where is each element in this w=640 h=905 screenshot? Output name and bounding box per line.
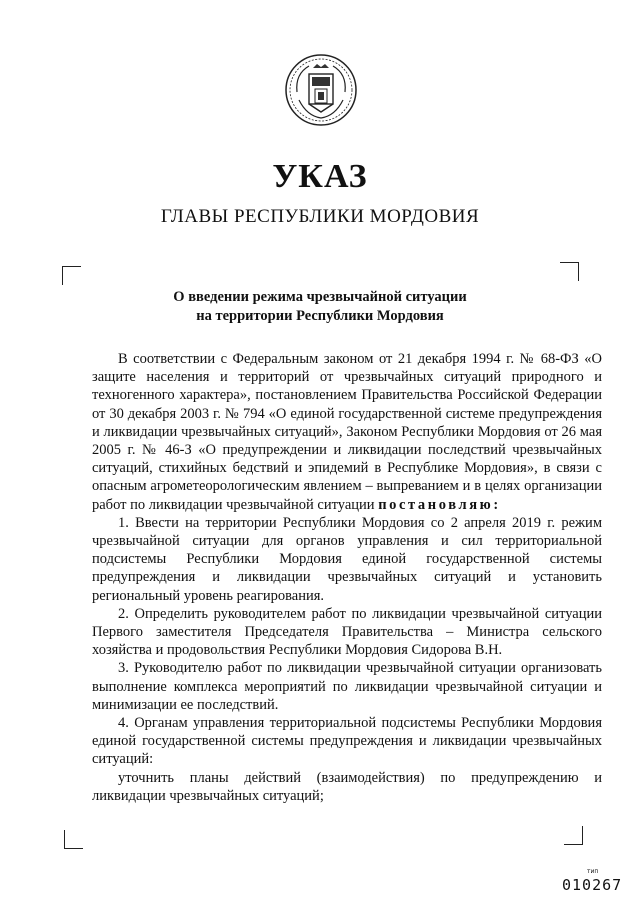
corner-bracket-top-left bbox=[62, 266, 81, 285]
item-3: 3. Руководителю работ по ликвидации чрезвычайной ситуации организовать выполнение комплекса мероприятий по ликвидации чрезвычайной ситуации и минимизации ее последствий. bbox=[92, 660, 602, 713]
heading-line-2: на территории Республики Мордовия bbox=[196, 308, 444, 324]
item-1: 1. Ввести на территории Республики Мордовия со 2 апреля 2019 г. режим чрезвычайной ситуации для органов управления и сил территориальной подсистемы Республики Мордовия единой государственной системы предупреждения и ликвидации чрезвычайных ситуаций и установить региональный уровень реагирования. bbox=[92, 514, 602, 604]
decree-body bbox=[92, 350, 602, 805]
decree-word: постановляю: bbox=[378, 496, 501, 513]
preamble-paragraph bbox=[92, 350, 602, 514]
document-title: УКАЗ bbox=[272, 158, 368, 195]
item-4a: уточнить планы действий (взаимодействия) по предупреждению и ликвидации чрезвычайных ситуаций; bbox=[92, 769, 602, 804]
coat-of-arms-emblem bbox=[283, 52, 359, 128]
document-subtitle: ГЛАВЫ РЕСПУБЛИКИ МОРДОВИЯ bbox=[160, 206, 480, 227]
item-4: 4. Органам управления территориальной подсистемы Республики Мордовия единой государственной системы предупреждения и ликвидации чрезвычайных ситуаций: bbox=[92, 715, 602, 768]
preamble-text: В соответствии с Федеральным законом от 21 декабря 1994 г. № 68-ФЗ «О защите населения и территорий от чрезвычайных ситуаций природного и техногенного характера», постановлением Правительства Российской Федерации от 30 декабря 2003 г. № 794 «О единой государственной системе предупреждения и ликвидации чрезвычайных ситуаций», Законом Республики Мордовия от 26 мая 2005 г. № 46-З «О предупреждении и ликвидации последствий чрезвычайных ситуаций, стихийных бедствий и эпидемий в Республике Мордовия», в связи с опасным агрометеорологическим явлением – выпреванием и в целях организации работ по ликвидации чрезвычайной ситуации bbox=[92, 351, 602, 513]
heading-line-1: О введении режима чрезвычайной ситуации bbox=[173, 289, 467, 305]
stamp-serial-number: 010267 bbox=[562, 876, 623, 894]
corner-bracket-top-right bbox=[560, 262, 579, 281]
corner-bracket-bottom-right bbox=[564, 826, 583, 845]
stamp-small-label: тип bbox=[587, 868, 599, 875]
item-2: 2. Определить руководителем работ по ликвидации чрезвычайной ситуации Первого заместителя Председателя Правительства – Министра сельского хозяйства и продовольствия Республики Мордовия Сидорова В.Н. bbox=[92, 605, 602, 659]
corner-bracket-bottom-left bbox=[64, 830, 83, 849]
decree-heading bbox=[0, 288, 640, 326]
